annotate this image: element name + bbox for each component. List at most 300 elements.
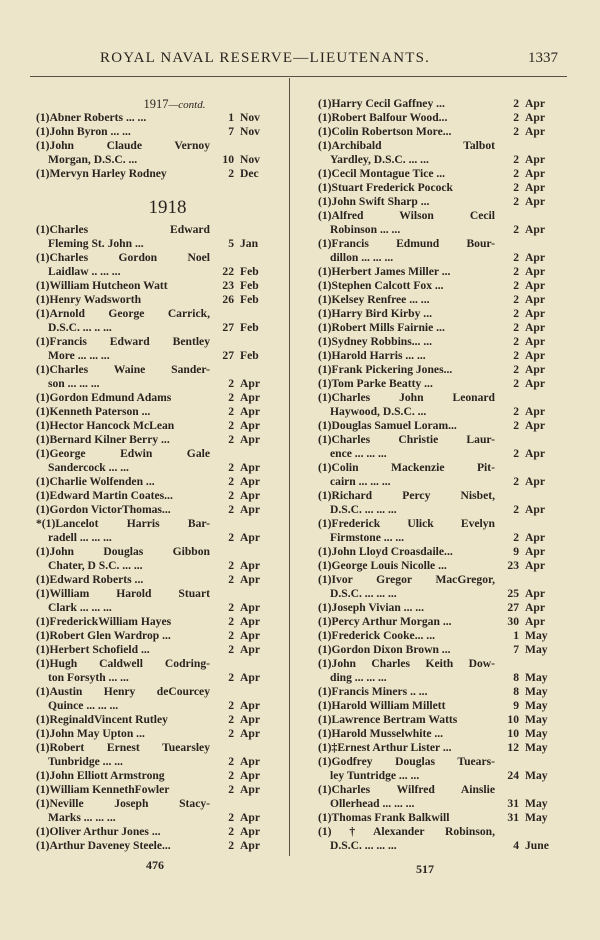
seniority-month	[519, 139, 558, 153]
seniority-day: 10	[507, 727, 519, 740]
entry-line	[318, 97, 558, 111]
entry-line	[318, 811, 558, 825]
officer-name: (1)John Elliott Armstrong	[36, 769, 165, 782]
list-entry	[318, 265, 558, 279]
officer-name: (1)Arthur Daveney Steele...	[36, 839, 171, 852]
seniority-day: 10	[222, 153, 234, 166]
seniority-month	[234, 797, 273, 811]
officer-name: (1)Robert Glen Wardrop ...	[36, 629, 171, 642]
seniority-month: Nov	[240, 125, 260, 138]
seniority-day: 2	[513, 223, 519, 236]
list-entry	[36, 111, 273, 125]
officer-name: Marks ... ... ...	[48, 811, 116, 824]
seniority-month: Apr	[240, 433, 260, 446]
seniority-day: 23	[507, 559, 519, 572]
list-entry	[36, 307, 273, 335]
entry-line	[36, 489, 273, 503]
seniority-day: 2	[228, 489, 234, 502]
entry-line	[318, 783, 558, 797]
seniority-month: May	[525, 769, 548, 782]
officer-name: (1)John May Upton ...	[36, 727, 145, 740]
seniority-month: Apr	[525, 559, 545, 572]
entry-line	[36, 839, 273, 853]
list-entry	[36, 629, 273, 643]
officer-name: (1)Harry Bird Kirby ...	[318, 307, 432, 320]
officer-name: (1)Austin Henry deCourcey	[36, 685, 210, 698]
officer-name: (1)Herbert Schofield ...	[36, 643, 150, 656]
list-entry	[318, 783, 558, 811]
officer-name: (1)Hugh Caldwell Codring-	[36, 657, 210, 670]
seniority-day: 2	[228, 629, 234, 642]
seniority-day: 22	[222, 265, 234, 278]
entry-line	[36, 153, 273, 167]
entry-line	[318, 531, 558, 545]
seniority-month: Apr	[240, 601, 260, 614]
seniority-day: 2	[513, 321, 519, 334]
seniority-month: Nov	[240, 111, 260, 124]
officer-name: (1)Harold Harris ... ...	[318, 349, 426, 362]
list-entry	[36, 475, 273, 489]
entry-line	[36, 741, 273, 755]
entry-line	[36, 797, 273, 811]
seniority-day	[495, 139, 519, 153]
officer-name: Robinson ... ...	[330, 223, 401, 236]
seniority-day: 31	[507, 797, 519, 810]
officer-name: (1)Frank Pickering Jones...	[318, 363, 453, 376]
seniority-day: 12	[507, 741, 519, 754]
entry-line	[318, 335, 558, 349]
entry-line	[318, 307, 558, 321]
seniority-day: 2	[513, 265, 519, 278]
entry-line	[36, 573, 273, 587]
seniority-day: 2	[513, 349, 519, 362]
seniority-day: 27	[222, 349, 234, 362]
list-entry	[36, 419, 273, 433]
officer-name: (1)William KennethFowler	[36, 783, 170, 796]
list-entry	[318, 279, 558, 293]
seniority-month: Apr	[240, 643, 260, 656]
officer-name: (1)Tom Parke Beatty ...	[318, 377, 433, 390]
list-entry	[318, 489, 558, 517]
seniority-month: Feb	[240, 321, 259, 334]
seniority-day: 2	[513, 251, 519, 264]
seniority-day: 2	[513, 279, 519, 292]
entry-line	[36, 629, 273, 643]
list-entry	[318, 699, 558, 713]
seniority-month: Apr	[240, 629, 260, 642]
seniority-month: Apr	[525, 293, 545, 306]
officer-name: (1)Percy Arthur Morgan ...	[318, 615, 452, 628]
officer-name: (1)John Douglas Gibbon	[36, 545, 210, 558]
entry-line	[36, 293, 273, 307]
officer-name: (1)John Claude Vernoy	[36, 139, 210, 152]
seniority-day	[210, 741, 234, 755]
list-entry	[36, 335, 273, 363]
seniority-month	[234, 545, 273, 559]
entry-line	[36, 223, 273, 237]
year-heading-1918: 1918	[148, 197, 187, 218]
seniority-month: Apr	[525, 279, 545, 292]
list-entry	[318, 811, 558, 825]
seniority-day: 2	[513, 293, 519, 306]
entry-line	[36, 251, 273, 265]
officer-name: (1)Richard Percy Nisbet,	[318, 489, 495, 502]
officer-name: (1)Neville Joseph Stacy-	[36, 797, 210, 810]
officer-name: (1)ReginaldVincent Rutley	[36, 713, 168, 726]
seniority-day: 2	[513, 419, 519, 432]
entry-line	[36, 265, 273, 279]
seniority-day	[495, 573, 519, 587]
officer-name: (1)Kenneth Paterson ...	[36, 405, 151, 418]
entry-line	[36, 349, 273, 363]
entry-line	[36, 545, 273, 559]
year-contd-heading	[36, 97, 273, 111]
list-entry	[318, 181, 558, 195]
entry-line	[318, 685, 558, 699]
seniority-month: Apr	[240, 615, 260, 628]
seniority-day	[210, 139, 234, 153]
seniority-month: Feb	[240, 349, 259, 362]
entry-line	[36, 321, 273, 335]
seniority-day	[495, 657, 519, 671]
seniority-day	[210, 223, 234, 237]
seniority-month	[234, 517, 273, 531]
list-entry	[318, 461, 558, 489]
seniority-month: Apr	[240, 713, 260, 726]
officer-name: (1)John Swift Sharp ...	[318, 195, 430, 208]
left-page-number: 476	[146, 858, 164, 872]
seniority-day: 2	[228, 475, 234, 488]
officer-name: (1)Alfred Wilson Cecil	[318, 209, 495, 222]
seniority-day: 2	[228, 769, 234, 782]
officer-name: (1)FrederickWilliam Hayes	[36, 615, 172, 628]
list-entry	[36, 251, 273, 279]
seniority-month: Apr	[525, 349, 545, 362]
officer-name: (1)Joseph Vivian ... ...	[318, 601, 424, 614]
list-entry	[318, 755, 558, 783]
seniority-month: Apr	[525, 405, 545, 418]
entry-line	[318, 237, 558, 251]
entry-line	[36, 825, 273, 839]
seniority-day	[210, 363, 234, 377]
list-entry	[36, 517, 273, 545]
seniority-month	[519, 391, 558, 405]
entry-line	[36, 559, 273, 573]
seniority-day: 2	[513, 447, 519, 460]
entry-line	[36, 601, 273, 615]
seniority-day: 2	[228, 531, 234, 544]
seniority-day: 9	[513, 699, 519, 712]
list-entry	[318, 643, 558, 657]
seniority-month: Apr	[240, 419, 260, 432]
seniority-day: 30	[507, 615, 519, 628]
seniority-day: 2	[228, 559, 234, 572]
list-entry	[318, 125, 558, 139]
entry-line	[318, 167, 558, 181]
list-entry	[318, 825, 558, 853]
officer-name: Laidlaw .. ... ...	[48, 265, 121, 278]
seniority-day	[495, 783, 519, 797]
entry-line	[36, 377, 273, 391]
entry-line	[36, 405, 273, 419]
list-entry	[36, 433, 273, 447]
officer-name: (1)Charlie Wolfenden ...	[36, 475, 155, 488]
seniority-month: May	[525, 699, 548, 712]
seniority-day: 2	[513, 363, 519, 376]
seniority-day	[210, 517, 234, 531]
list-entry	[318, 727, 558, 741]
list-entry	[36, 405, 273, 419]
entry-line	[318, 321, 558, 335]
entry-line	[36, 419, 273, 433]
entry-line	[36, 517, 273, 531]
officer-name: (1)Charles Gordon Noel	[36, 251, 210, 264]
list-entry	[36, 615, 273, 629]
seniority-month	[519, 517, 558, 531]
entry-line	[318, 559, 558, 573]
officer-name: (1)Bernard Kilner Berry ...	[36, 433, 170, 446]
list-entry	[318, 559, 558, 573]
list-entry	[318, 601, 558, 615]
seniority-day: 4	[513, 839, 519, 852]
officer-name: (1)Harry Cecil Gaffney ...	[318, 97, 445, 110]
seniority-day: 2	[513, 111, 519, 124]
seniority-day	[495, 825, 519, 839]
officer-name: (1)Cecil Montague Tice ...	[318, 167, 446, 180]
list-entry	[36, 685, 273, 713]
list-entry	[36, 293, 273, 307]
seniority-day: 27	[222, 321, 234, 334]
list-entry	[318, 335, 558, 349]
seniority-month: Apr	[525, 181, 545, 194]
officer-name: Sandercock ... ...	[48, 461, 129, 474]
officer-name: (1)Edward Roberts ...	[36, 573, 144, 586]
seniority-day: 2	[228, 643, 234, 656]
list-entry	[36, 587, 273, 615]
seniority-month: Apr	[240, 461, 260, 474]
list-entry	[318, 419, 558, 433]
entry-line	[318, 181, 558, 195]
entry-line	[318, 475, 558, 489]
seniority-day: 2	[228, 713, 234, 726]
seniority-month: Apr	[525, 307, 545, 320]
seniority-day: 2	[513, 475, 519, 488]
seniority-day: 2	[513, 167, 519, 180]
seniority-month: Apr	[240, 755, 260, 768]
list-entry	[318, 713, 558, 727]
seniority-day: 2	[513, 307, 519, 320]
officer-name: (1)John Charles Keith Dow-	[318, 657, 495, 670]
entry-line	[318, 489, 558, 503]
seniority-month: Apr	[525, 223, 545, 236]
officer-name: Quince ... ... ...	[48, 699, 119, 712]
entry-line	[36, 685, 273, 699]
officer-name: (1)Robert Ernest Tuearsley	[36, 741, 210, 754]
seniority-month	[519, 433, 558, 447]
seniority-month: Nov	[240, 153, 260, 166]
seniority-day: 8	[513, 671, 519, 684]
list-entry	[36, 125, 273, 139]
entry-line	[318, 139, 558, 153]
header-title: ROYAL NAVAL RESERVE—LIEUTENANTS.	[100, 50, 431, 66]
seniority-month: May	[525, 741, 548, 754]
seniority-day: 2	[228, 391, 234, 404]
entry-line	[36, 657, 273, 671]
seniority-month	[519, 209, 558, 223]
entry-line	[36, 167, 273, 181]
list-entry	[36, 783, 273, 797]
officer-name: (1)Ivor Gregor MacGregor,	[318, 573, 495, 586]
seniority-month: June	[525, 839, 549, 852]
list-entry	[36, 727, 273, 741]
seniority-month: Apr	[240, 475, 260, 488]
seniority-month: Apr	[525, 167, 545, 180]
seniority-month: Apr	[240, 825, 260, 838]
seniority-month: Apr	[240, 783, 260, 796]
seniority-day: 24	[507, 769, 519, 782]
entry-line	[318, 615, 558, 629]
officer-name: (1)Charles Wilfred Ainslie	[318, 783, 495, 796]
seniority-month: May	[525, 727, 548, 740]
seniority-month: Apr	[525, 545, 545, 558]
seniority-month: Apr	[525, 97, 545, 110]
entry-line	[36, 755, 273, 769]
contd-label: —contd.	[168, 99, 206, 111]
seniority-month	[519, 825, 558, 839]
seniority-day	[210, 251, 234, 265]
entry-line	[318, 349, 558, 363]
seniority-month: Dec	[240, 167, 259, 180]
list-entry	[36, 503, 273, 517]
officer-name: (1)Oliver Arthur Jones ...	[36, 825, 161, 838]
seniority-month: Apr	[240, 727, 260, 740]
entry-line	[318, 391, 558, 405]
seniority-month: Apr	[240, 699, 260, 712]
seniority-month	[234, 587, 273, 601]
officer-name: (1)Francis Edward Bentley	[36, 335, 210, 348]
officer-name: ton Forsyth ... ...	[48, 671, 129, 684]
seniority-month: Apr	[525, 125, 545, 138]
seniority-month: May	[525, 643, 548, 656]
list-entry	[318, 685, 558, 699]
officer-name: (1)Charles Waine Sander-	[36, 363, 210, 376]
entry-line	[36, 125, 273, 139]
seniority-month: Apr	[525, 531, 545, 544]
entry-line	[36, 615, 273, 629]
officer-name: (1)Robert Mills Fairnie ...	[318, 321, 445, 334]
entry-line	[36, 139, 273, 153]
list-entry	[318, 293, 558, 307]
entry-line	[318, 461, 558, 475]
officer-name: Morgan, D.S.C. ...	[48, 153, 138, 166]
seniority-day: 2	[513, 377, 519, 390]
seniority-month	[519, 237, 558, 251]
officer-name: D.S.C. ... ... ...	[330, 587, 397, 600]
right-page-number: 517	[416, 862, 434, 876]
entry-line	[318, 699, 558, 713]
seniority-month	[234, 447, 273, 461]
seniority-month: Apr	[525, 587, 545, 600]
seniority-month	[519, 755, 558, 769]
entry-line	[36, 447, 273, 461]
seniority-day: 2	[228, 433, 234, 446]
seniority-month	[234, 335, 273, 349]
officer-name: D.S.C. ... ... ...	[330, 839, 397, 852]
entry-line	[36, 713, 273, 727]
seniority-day: 2	[513, 97, 519, 110]
entry-line	[318, 265, 558, 279]
seniority-month: Apr	[240, 559, 260, 572]
list-entry	[36, 223, 273, 251]
seniority-month: Apr	[240, 811, 260, 824]
officer-name: Fleming St. John ...	[48, 237, 144, 250]
right-column	[318, 97, 558, 853]
seniority-day: 2	[228, 615, 234, 628]
entry-line	[36, 587, 273, 601]
seniority-month: Apr	[525, 363, 545, 376]
entry-line	[36, 391, 273, 405]
seniority-day: 2	[228, 419, 234, 432]
seniority-day: 9	[513, 545, 519, 558]
seniority-day: 2	[228, 573, 234, 586]
seniority-day	[495, 237, 519, 251]
seniority-month	[234, 741, 273, 755]
seniority-day: 2	[228, 699, 234, 712]
officer-name: (1)Godfrey Douglas Tuears-	[318, 755, 495, 768]
seniority-month	[234, 685, 273, 699]
officer-name: (1)Stephen Calcott Fox ...	[318, 279, 444, 292]
entry-line	[318, 573, 558, 587]
officer-name: (1)William Harold Stuart	[36, 587, 210, 600]
seniority-month	[234, 139, 273, 153]
seniority-month	[519, 783, 558, 797]
list-entry	[36, 713, 273, 727]
seniority-day	[210, 685, 234, 699]
officer-name: (1)Henry Wadsworth	[36, 293, 142, 306]
officer-name: (1)Robert Balfour Wood...	[318, 111, 448, 124]
list-entry	[36, 489, 273, 503]
entry-line	[318, 797, 558, 811]
entry-line	[318, 517, 558, 531]
list-entry	[318, 573, 558, 601]
seniority-month: Apr	[240, 573, 260, 586]
list-entry	[318, 545, 558, 559]
list-entry	[318, 391, 558, 419]
seniority-day: 7	[513, 643, 519, 656]
seniority-day: 2	[228, 839, 234, 852]
officer-name: son ... ... ...	[48, 377, 100, 390]
officer-name: dillon ... ... ...	[330, 251, 394, 264]
entry-line	[36, 475, 273, 489]
entry-line	[318, 671, 558, 685]
officer-name: Chater, D S.C. ... ...	[48, 559, 143, 572]
entry-line	[36, 335, 273, 349]
entries-1917	[36, 111, 273, 181]
officer-name: (1)George Louis Nicolle ...	[318, 559, 447, 572]
list-entry	[36, 573, 273, 587]
list-entry	[318, 615, 558, 629]
seniority-day: 23	[222, 279, 234, 292]
entries-1918	[36, 223, 273, 853]
seniority-day: 2	[513, 405, 519, 418]
seniority-month: Apr	[240, 671, 260, 684]
list-entry	[318, 111, 558, 125]
officer-name: (1)George Edwin Gale	[36, 447, 210, 460]
entry-line	[318, 293, 558, 307]
officer-name: (1)Frederick Ulick Evelyn	[318, 517, 495, 530]
seniority-day: 7	[228, 125, 234, 138]
seniority-day: 2	[228, 783, 234, 796]
